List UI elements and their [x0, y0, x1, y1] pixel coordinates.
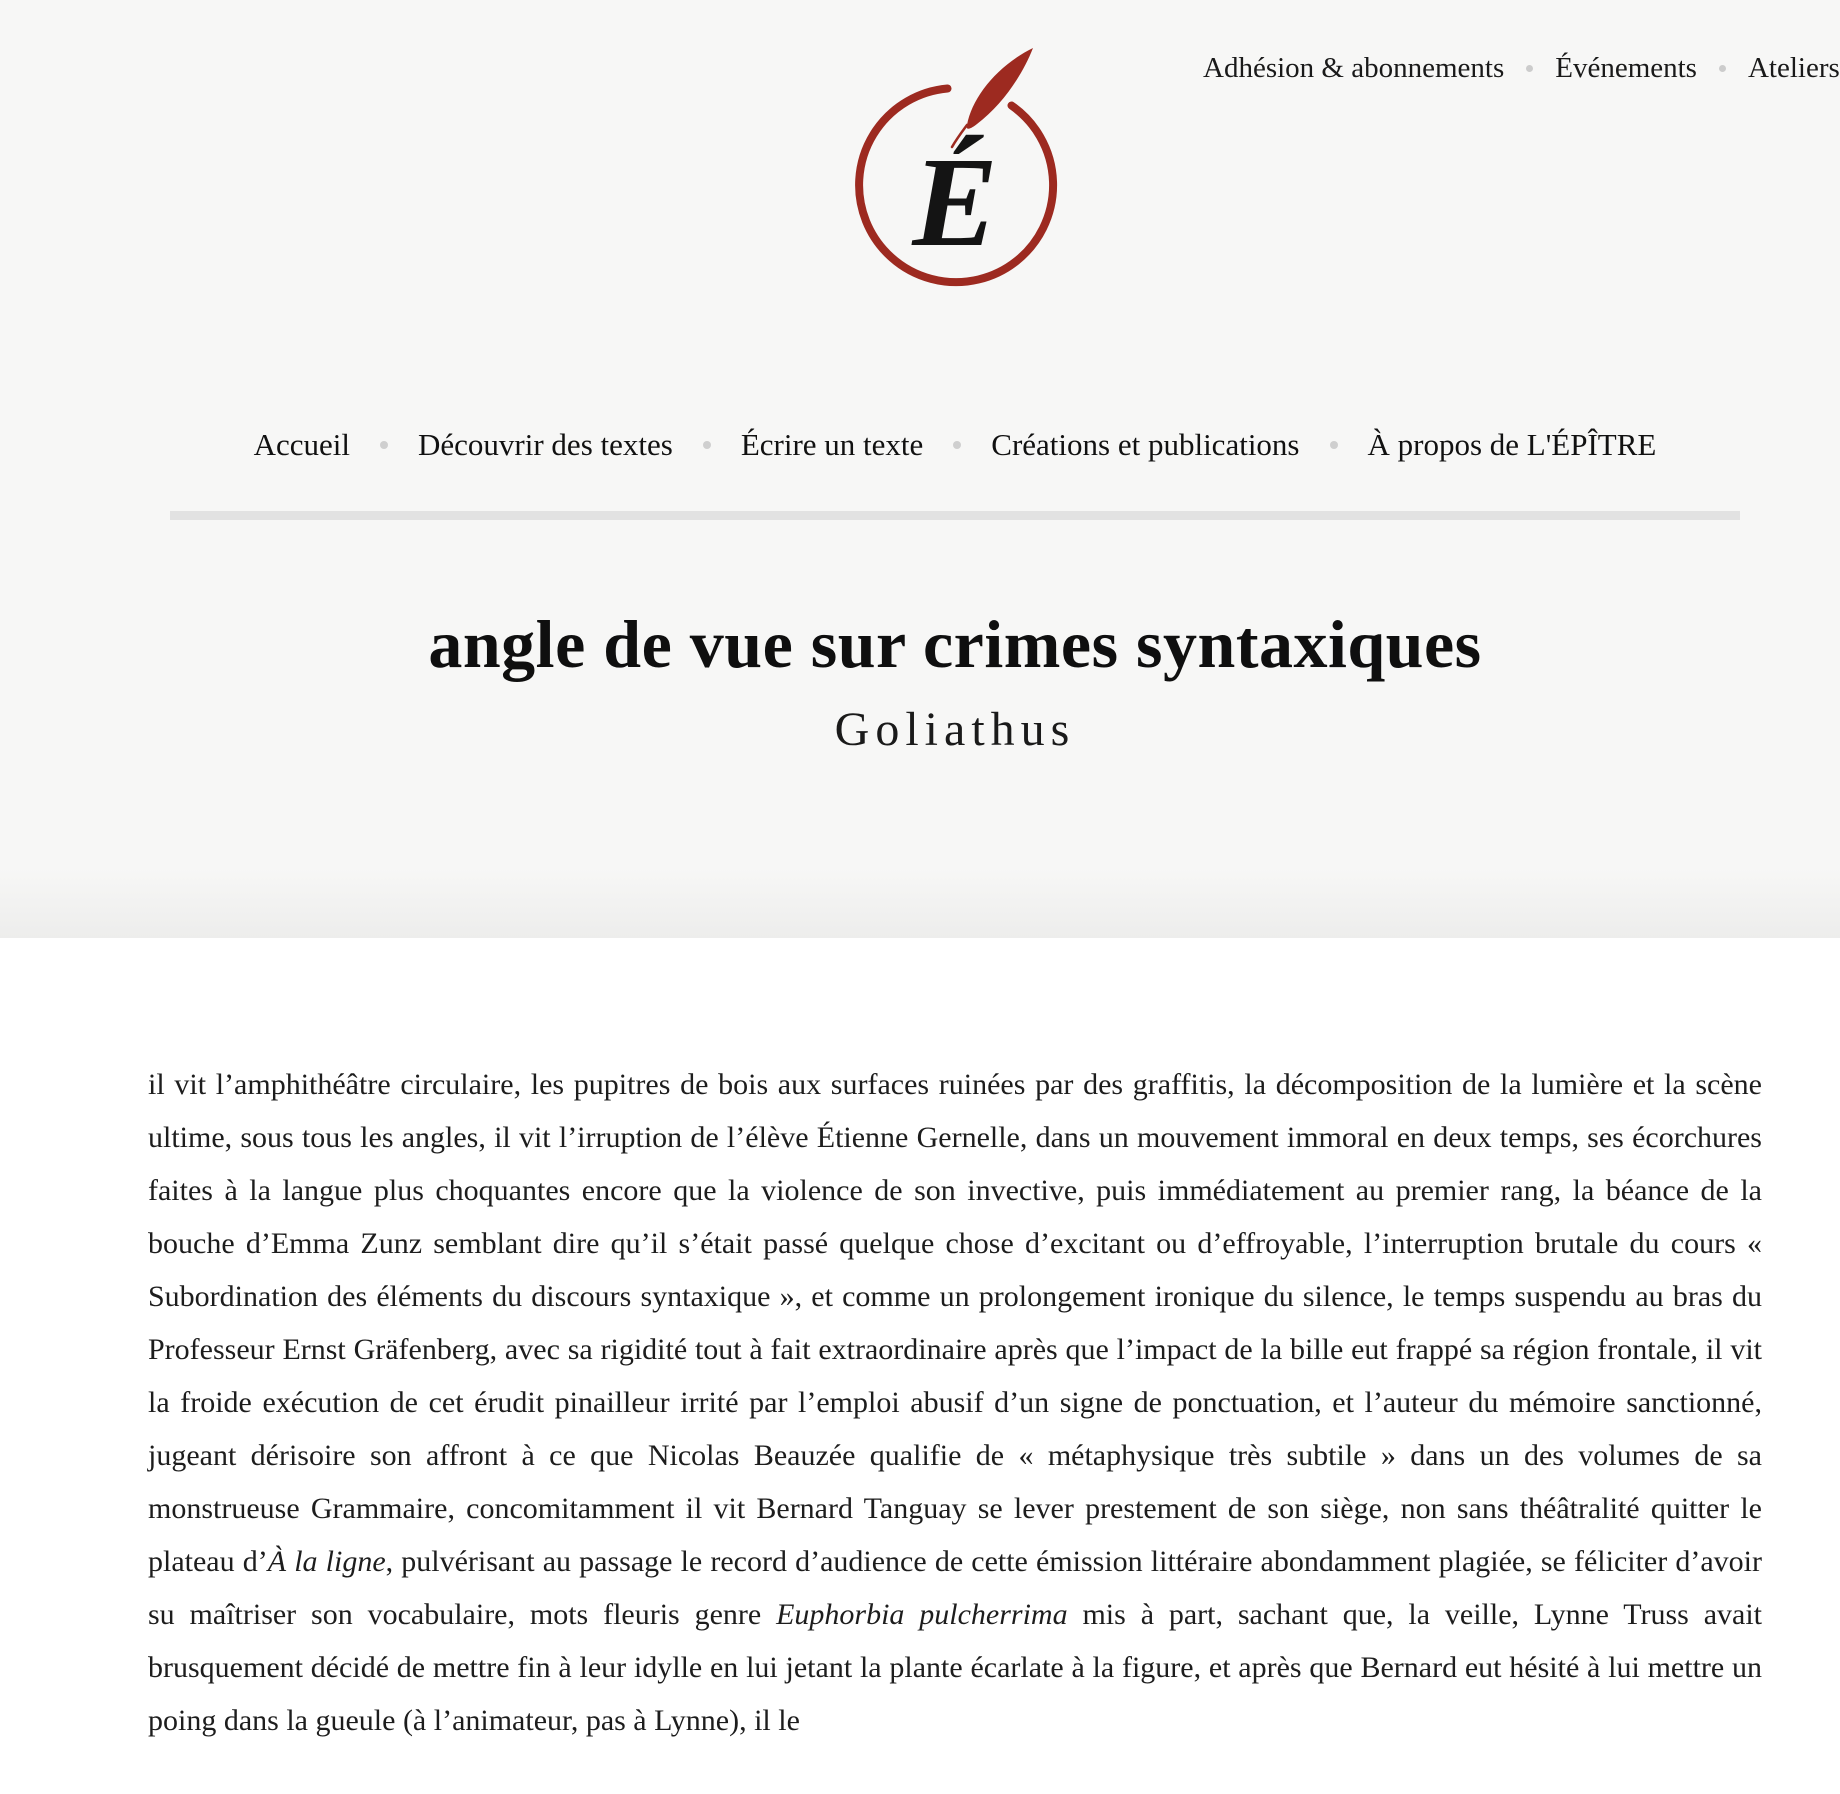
nav-item-ecrire-un-texte[interactable]: Écrire un texte [740, 427, 924, 462]
nav-separator-dot [1330, 441, 1338, 449]
utility-nav-item-ateliers[interactable]: Ateliers [1747, 52, 1840, 84]
main-nav [148, 420, 1762, 520]
body-text-segment: , pulvérisant au passage le record d’audience de cette émission littéraire abondamment plagiée, se féliciter d’avoir su maîtriser son vocabulaire, mots fleuris genre [148, 1545, 1763, 1631]
nav-item-decouvrir-des-textes[interactable]: Découvrir des textes [418, 427, 673, 462]
utility-nav-item-evenements[interactable]: Événements [1555, 52, 1697, 84]
nav-separator-dot [380, 441, 388, 449]
site-logo[interactable] [836, 45, 1076, 295]
body-text-segment: il vit l’amphithéâtre circulaire, les pupitres de bois aux surfaces ruinées par des graffitis, la décomposition de la lumière et la scène ultime, sous tous les angles, il vit l’irruption de l’élève Étienne Gernelle, dans un mouvement immoral en deux temps, ses écorchures faites à la langue plus choquantes encore que la violence de son invective, puis immédiatement au premier rang, la béance de la bouche d’Emma Zunz semblant dire qu’il s’était passé quelque chose d’excitant ou d’effroyable, l’interruption brutale du cours « Subordination des éléments du discours syntaxique », et comme un prolongement ironique du silence, le temps suspendu au bras du Professeur Ernst Gräfenberg, avec sa rigidité tout à fait extraordinaire après que l’impact de la bille eut frappé sa région frontale, il vit la froide exécution de cet érudit pinailleur irrité par l’emploi abusif d’un signe de ponctuation, et l’auteur du mémoire sanctionné, jugeant dérisoire son affront à ce que Nicolas Beauzée qualifie de « métaphysique très subtile » dans un des volumes de sa monstrueuse Grammaire, concomitamment il vit Bernard Tanguay se lever prestement de son siège, non sans théâtralité quitter le plateau d’ [148, 1068, 1762, 1578]
utility-nav [1203, 52, 1840, 85]
body-text-segment: mis à part, sachant que, la veille, Lynne Truss avait brusquement décidé de mettre fin à leur idylle en lui jetant la plante écarlate à la figure, et après que Bernard eut hésité à lui mettre un poing dans la gueule (à l’animateur, pas à Lynne), il le [148, 1598, 1762, 1737]
nav-underline-bar [170, 511, 1740, 520]
nav-separator-dot [953, 441, 961, 449]
nav-item-creations-et-publications[interactable]: Créations et publications [991, 427, 1300, 462]
logo-letter: É [912, 131, 998, 273]
nav-separator-dot [703, 441, 711, 449]
nav-item-accueil[interactable]: Accueil [253, 427, 351, 462]
body-text-italic-latin: Euphorbia pulcherrima [776, 1598, 1068, 1631]
article-header [148, 600, 1762, 757]
nav-separator-dot [1526, 65, 1533, 72]
epitre-logo-icon [836, 45, 1076, 295]
article-section [0, 938, 1840, 1747]
utility-nav-item-adhesion[interactable]: Adhésion & abonnements [1203, 52, 1505, 84]
page-title: angle de vue sur crimes syntaxiques [428, 606, 1482, 682]
article-body-paragraph [148, 938, 1762, 1747]
nav-item-a-propos[interactable]: À propos de L'ÉPÎTRE [1367, 427, 1657, 462]
nav-separator-dot [1719, 65, 1726, 72]
article-author: Goliathus [834, 703, 1076, 757]
body-text-italic-title: À la ligne [267, 1545, 386, 1578]
